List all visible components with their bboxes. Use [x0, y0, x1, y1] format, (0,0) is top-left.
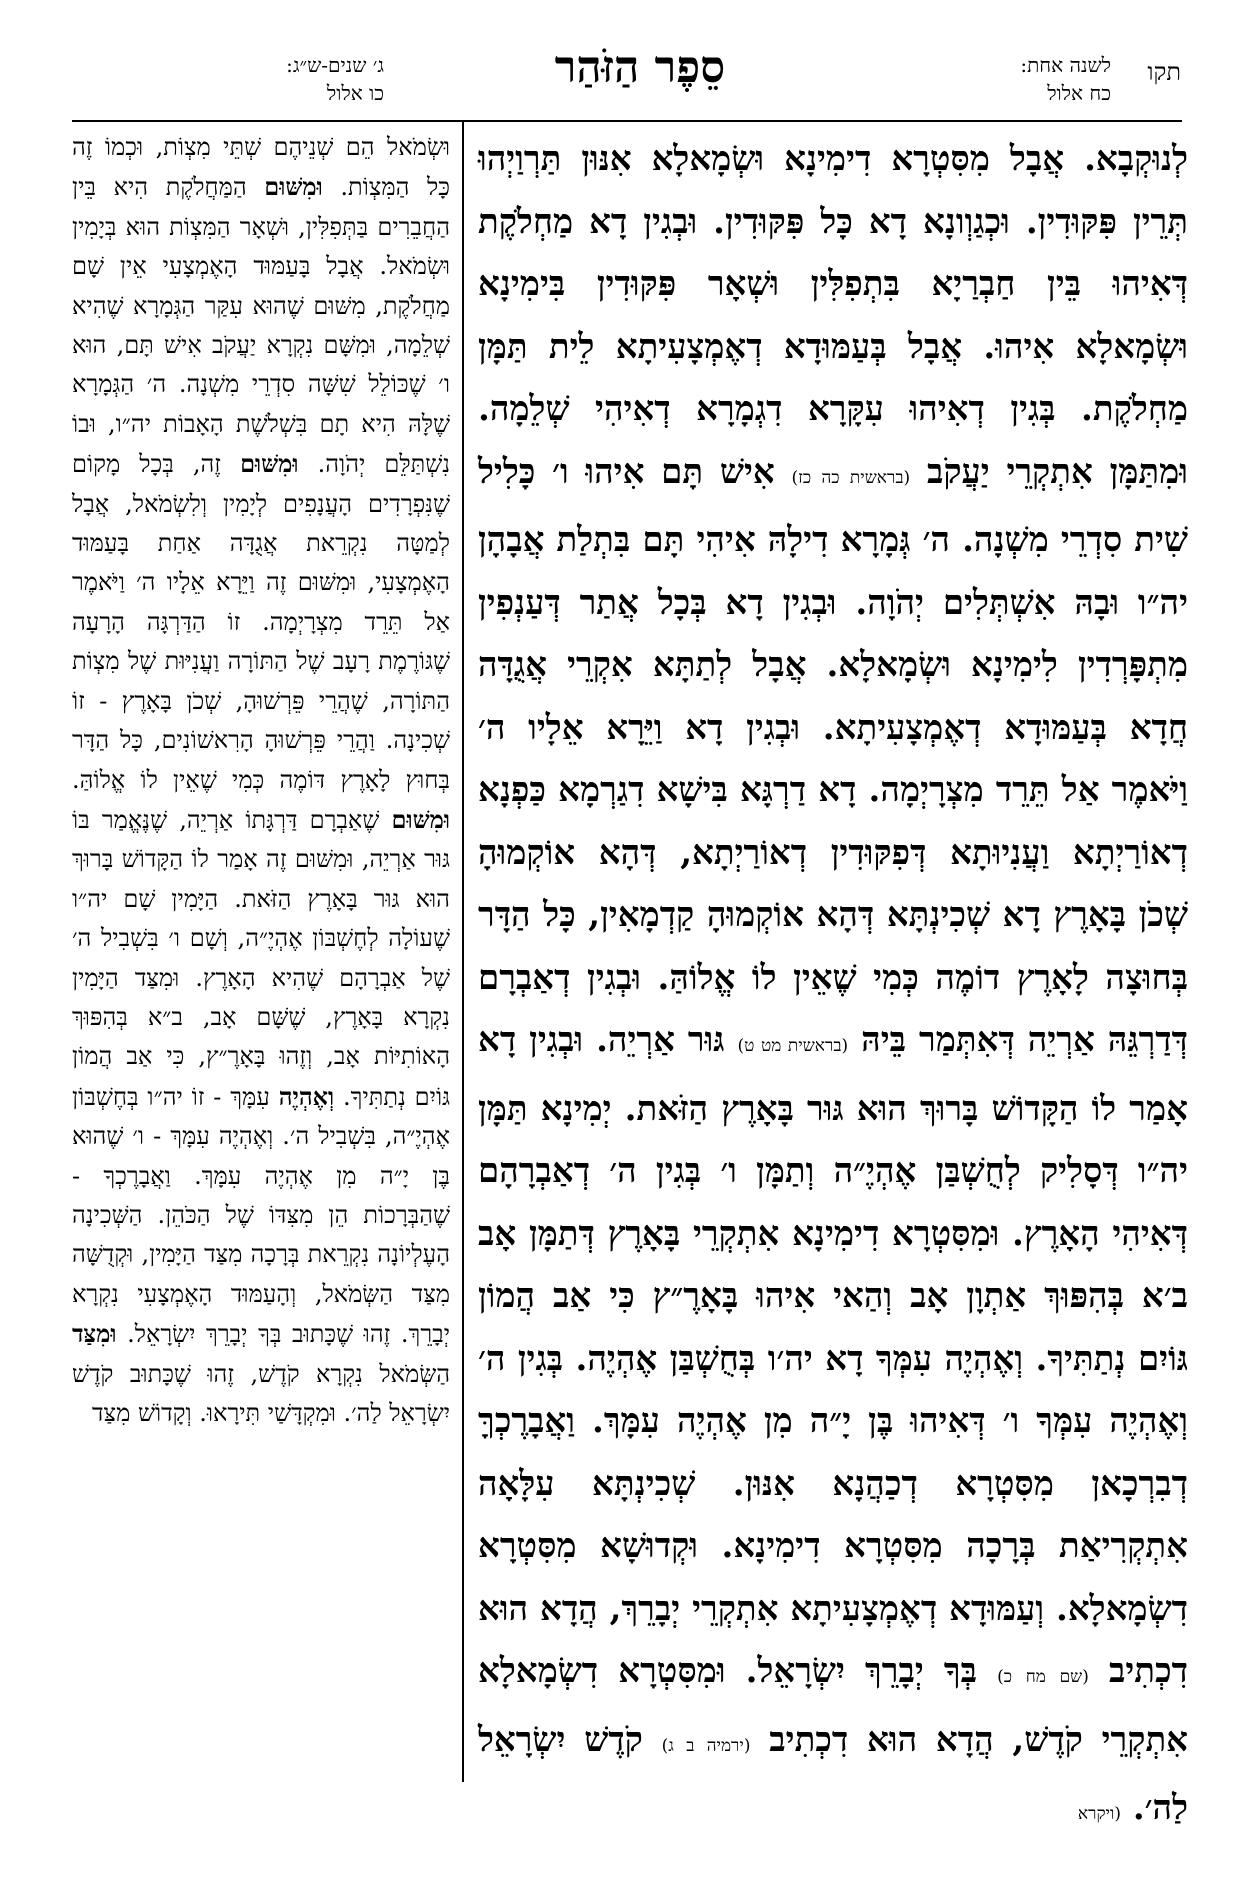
- commentary-text: הַשְּׂמֹאל נִקְרָא קֹדֶשׁ, זֶהוּ שֶׁכָּתוּב קֹדֶשׁ יִשְׂרָאֵל לַה׳. וּמִקְדָּשַׁי תִּירָאוּ. וְקָדוֹשׁ מִצַּד: [72, 1359, 450, 1427]
- header-left-line2: כו אלול: [326, 81, 384, 105]
- main-text-segment: גּוּר אַרְיֵה. וּבְגִין דָא אָמַר לוֹ הַקָּדוֹשׁ בָּרוּךְ הוּא גּוּר בָּאָרֶץ הַזֹּאת. יְמִינָא תַּמָּן יה״ו דְּסָלִיק לְחֻשְׁבַּן אֶהְיֶ״ה וְתַמָּן ו׳ בְּגִין ה׳ דְאַבְרָהָם דְּאִיהִי הָאָרֶץ. וּמִסִּטְרָא דִימִינָא אִתְקְרֵי בָּאָרֶץ דְּתַמָּן אָב ב׳א בְּהִפּוּךְ אַתְוָן אָב וְהַאי אִיהוּ בָּאָרֶ״ץ כִּי אַב הֲמוֹן גּוֹיִם נְתַתִּיךָ. וְאֶהְיֶה עִמְּךָ דָא יה׳ו בְּחֻשְׁבַּן אֶהְיֶה. בְּגִין ה׳ וְאֶהְיֶה עִמְּךָ ו׳ דְּאִיהוּ בֶּן יָ״ה מִן אֶהְיֶה עִמָּךְ. וַאֲבָרֶכְךָּ דְבִרְכָאן מִסִּטְרָא דְכַהֲנָא אִנּוּן. שְׁכִינְתָּא עִלָּאָה אִתְקְרִיאַת בְּרָכָה מִסִּטְרָא דִימִינָא. וּקְדוּשָׁא מִסִּטְרָא דִשְׂמָאלָא. וְעַמּוּדָא דְאֶמְצָעִיתָא אִתְקְרֵי יְבָרֵךְ, הֲדָא הוּא דִכְתִיב: [478, 1020, 1189, 1691]
- main-paragraph: [478, 128, 1188, 1846]
- commentary-lead-word: וּמִצַּד: [72, 1319, 117, 1349]
- header-right-line2: כח אלול: [1047, 81, 1111, 105]
- main-text-segment: אִישׁ תָּם אִיהוּ ו׳ כָּלִיל שִׁית סִדְרֵי מִשְׁנָה. ה׳ גְּמָרָא דִילָהּ אִיהִי תָּם בִּתְלַת אֲבָהָן יה״ו וּבָהּ אִשְׁתְּלִים יְהֹוָה. וּבְגִין דָא בְּכָל אֲתַר דְּעַנְפִין מִתְפָּרְדִין לִימִינָא וּשְׂמָאלָא. אֲבָל לְתַתָּא אִקְרֵי אֲגֻדָּה חֲדָא בְּעַמּוּדָא דְאֶמְצָעִיתָא. וּבְגִין דָא וַיֵּרָא אֵלָיו ה׳ וַיֹּאמֶר אַל תֵּרֵד מִצְרָיְמָה. דָא דַרְגָּא בִּישָׁא דִגַרְמָא כַּפְנָא דְאוֹרַיְתָא וַעֲנִיוּתָא דְּפִקּוּדִין דְאוֹרַיְתָא, דְּהָא אוֹקְמוּהָ שְׁכֹן בָּאָרֶץ דָא שְׁכִינְתָּא דְּהָא אוֹקְמוּהָ קַדְמָאִין, כָּל הַדָּר בְּחוּצָה לָאָרֶץ דוֹמֶה כְּמִי שֶׁאֵין לוֹ אֱלוֹהַּ. וּבְגִין דְאַבְרָם דְּדַרְגֵּהּ אַרְיֵה דְּאִתְּמַר בֵּיהּ: [478, 451, 1188, 1060]
- page-number: תקו: [1147, 58, 1181, 86]
- commentary-lead-word: וּמִשּׁוּם: [240, 449, 299, 479]
- header-left-line1: ג׳ שנים-ש״ג:: [286, 53, 384, 77]
- commentary-text: עִמָּךְ - זוֹ יה״ו בְּחֶשְׁבּוֹן אֶהְיֶ״ה, בִּשְׁבִיל ה׳. וְאֶהְיֶה עִמָּךְ - ו׳ שֶׁהוּא בֶּן יָ״ה מִן אֶהְיֶה עִמָּךְ. וַאֲבָרֶכְךָ - שֶׁהַבְּרָכוֹת הֵן מִצִּדּוֹ שֶׁל הַכֹּהֵן. הַשְּׁכִינָה הָעֶלְיוֹנָה נִקְרֵאת בְּרָכָה מִצַּד הַיָּמִין, וּקְדֻשָּׁה מִצַּד הַשְּׂמֹאל, וְהָעַמּוּד הָאֶמְצָעִי נִקְרָא יְבָרֵךְ. זֶהוּ שֶׁכָּתוּב בְּךָ יְבָרֵךְ יִשְׂרָאֵל.: [72, 1082, 450, 1349]
- citation: (ירמיה ב ג): [661, 1735, 751, 1756]
- citation: (בראשית מט ט): [737, 1036, 849, 1056]
- commentary-text: הַמַּחֲלֹקֶת הִיא בֵּין הַחֲבֵרִים בַּתְּפִלִּין, וּשְׁאָר הַמִּצְוֹת הוּא בְּיָמִין וּשְׂמֹאל. אֲבָל בָּעַמּוּד הָאֶמְצָעִי אֵין שָׁם מַחֲלֹקֶת, מִשּׁוּם שֶׁהוּא עִקַּר הַגְּמָרָא שֶׁהִיא שְׁלֵמָה, וּמִשָּׁם נִקְרָא יַעֲקֹב אִישׁ תָּם, הוּא ו׳ שֶׁכּוֹלֵל שִׁשָּׁה סִדְרֵי מִשְׁנָה. ה׳ הַגְּמָרָא שֶׁלָּהּ הִיא תָם בִּשְׁלֹשֶׁת הָאָבוֹת יה״ו, וּבוֹ נִשְׁתַּלֵּם יְהֹוָה.: [72, 173, 451, 479]
- header-right: [761, 52, 1181, 116]
- commentary-text: וּשְׂמֹאל הֵם שְׁנֵיהֶם שְׁתֵּי מִצְוֹת, וּכְמוֹ זֶה כָּל הַמִּצְוֹת.: [72, 133, 450, 202]
- zohar-main-text: [478, 128, 1188, 1846]
- commentary-text: זֶה, בְּכָל מָקוֹם שֶׁנִּפְרָדִים הָעֲנָפִים לְיָמִין וְלִשְׂמֹאל, אֲבָל לְמַטָּה נִקְרֵאת אֲגֻדָּה אַחַת בָּעַמּוּד הָאֶמְצָעִי, וּמִשּׁוּם זֶה וַיֵּרָא אֵלָיו ה׳ וַיֹּאמֶר אַל תֵּרֵד מִצְרָיְמָה. זוֹ הַדַּרְגָּה הָרָעָה שֶׁגּוֹרֶמֶת רָעָב שֶׁל הַתּוֹרָה וַעֲנִיּוּת שֶׁל מִצְוֹת הַתּוֹרָה, שֶׁהֲרֵי פֵּרְשׁוּהָ, שְׁכֹן בָּאָרֶץ - זוֹ שְׁכִינָה. וַהֲרֵי פֵּרְשׁוּהָ הָרִאשׁוֹנִים, כָּל הַדָּר בְּחוּץ לָאָרֶץ דּוֹמֶה כְּמִי שֶׁאֵין לוֹ אֱלוֹהַּ.: [72, 450, 450, 794]
- main-text-segment: בְּךָ יְבָרֵךְ יִשְׂרָאֵל. וּמִסִּטְרָא דִשְׂמָאלָא אִתְקְרֵי קֹדֶשׁ, הֲדָא הוּא דִכְתִיב: [478, 1651, 1189, 1760]
- citation: (שם מח כ): [997, 1667, 1089, 1687]
- commentary-column: [72, 128, 450, 1433]
- header-rule: [72, 120, 1182, 122]
- book-title: סֵפֶר הַזֹּהַר: [554, 42, 726, 93]
- citation: (ויקרא: [1077, 1804, 1121, 1824]
- header-left: [134, 52, 384, 116]
- commentary-paragraph: [72, 128, 450, 1433]
- commentary-lead-word: וּמִשּׁוּם: [391, 804, 450, 834]
- main-text-segment: קֹדֶשׁ יִשְׂרָאֵל לַה׳.: [478, 1719, 1188, 1828]
- commentary-lead-word: וְאֶהְיֶה: [278, 1081, 335, 1111]
- column-divider: [462, 122, 464, 1782]
- commentary-lead-word: וּמִשּׁוּם: [264, 172, 323, 202]
- main-text-segment: לְנוּקְבָא. אֲבָל מִסִּטְרָא דִימִינָא וּשְׂמָאלָא אִנּוּן תַּרְוַיְהוּ תְּרֵין פִּקּוּדִין. וּכְגַוְונָא דָא כָּל פִּקּוּדִין. וּבְגִין דָא מַחְלֹקֶת דְּאִיהוּ בֵּין חַבְרַיָא בִּתְפִלִּין וּשְׁאָר פִּקּוּדִין בִּימִינָא וּשְׂמָאלָא אִיהוּ. אֲבָל בְּעַמּוּדָא דְאֶמְצָעִיתָא לֵית תַּמָּן מַחְלֹקֶת. בְּגִין דְאִיהוּ עִקָּרָא דִגְמָרָא דְאִיהִי שְׁלֵמָה. וּמִתַּמָּן אִתְקְרֵי יַעֲקֹב: [478, 139, 1188, 492]
- commentary-text: שֶׁאַבְרָם דַּרְגָּתוֹ אַרְיֵה, שֶׁנֶּאֱמַר בּוֹ גּוּר אַרְיֵה, וּמִשּׁוּם זֶה אָמַר לוֹ הַקָּדוֹשׁ בָּרוּךְ הוּא גּוּר בָּאָרֶץ הַזֹּאת. הַיָּמִין שָׁם יה״ו שֶׁעוֹלָה לְחֶשְׁבּוֹן אֶהְיֶ״ה, וְשָׁם ו׳ בִּשְׁבִיל ה׳ שֶׁל אַבְרָהָם שֶׁהִיא הָאָרֶץ. וּמִצַּד הַיָּמִין נִקְרָא בָּאָרֶץ, שֶׁשָּׁם אָב, ב״א בְּהִפּוּךְ הָאוֹתִיּוֹת אָב, וְזֶהוּ בָּאָרֶ״ץ, כִּי אַב הֲמוֹן גּוֹיִם נְתַתִּיךָ.: [72, 805, 451, 1111]
- header-right-line1: לשנה אחת:: [1020, 53, 1111, 77]
- citation: (בראשית כה כז): [791, 467, 911, 488]
